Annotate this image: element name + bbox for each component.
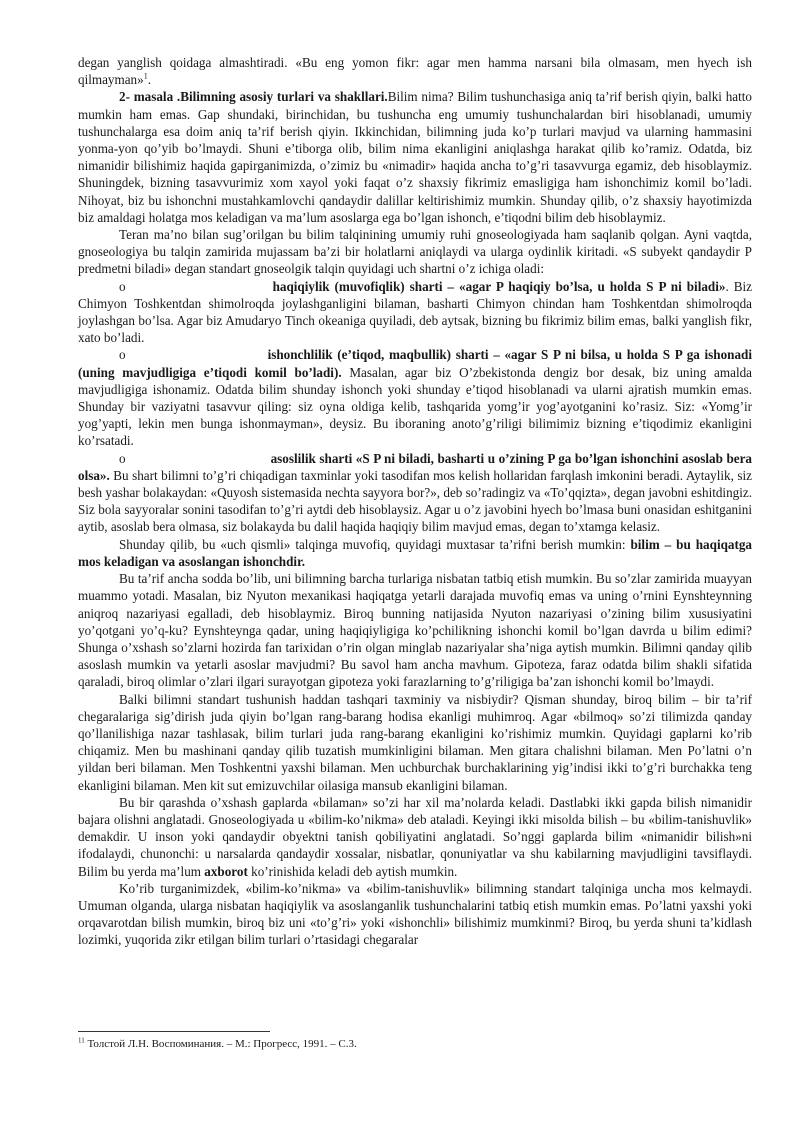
paragraph: Bu ta’rif ancha sodda bo’lib, uni bilimning barcha turlariga nisbatan tatbiq etish mumkin. Bu so’zlar zamirida muayyan muammo yotadi. Masalan, biz Nyuton mexanikasi haqiqatga yetarli darajada muvofiq emas va uning o’rnini Eynshteynning aniqroq nazariyasi egalladi, deb hisoblaymiz. Biroq bunning natijasida Nyuton nazariyasi o’zining bilim xususiyatini yo’qotgani yo’q-ku? Eynshteynga qadar, uning haqiqiyligiga ko’pchilikning ishonchi komil bo’lgan davrda u bilim edimi? Shunga o’xshash so’zlarni hozirda fan tarixidan o’rin olgan minglab nazariyalar sha’niga aytish mumkin. Bilimni qanday qilib asoslash mumkin va yetarli asoslar mavjudmi? Bu savol ham ancha mavhum. Gipoteza, faraz odatda bilim shakli sifatida qaraladi, biroq olimlar o’zlari ilgari surayotgan gipoteza yoki farazlarning to’g’riligiga ba’zan ishonchi komil bo’lmaydi. (78, 571, 752, 690)
definition-paragraph (78, 536, 752, 570)
bullet-asoslilik (78, 450, 752, 536)
footnote-text: Толстой Л.Н. Воспоминания. – М.: Прогресс, 1991. – С.3. (84, 1038, 357, 1050)
paragraph (78, 794, 752, 880)
text: Bu shart bilimni to’g’ri chiqadigan taxminlar yoki tasodifan mos kelish hollaridan farqlash imkonini beradi. Aytaylik, siz besh yashar bolakaydan: «Quyosh sistemasida nechta sayyora bor?», deb so’radingiz va «To’qqizta», degan javobni eshitdingiz. Siz bola sayyoralar sonini tasodifan to’g’ri aytdi deb hisoblaysiz. Agar u o’z javobini hyech bo’lmasa buni onasidan eshitganini aytib, asoslab bera olmasa, siz bolakayda bu dalil haqida haqiqiy bilim mavjud emas, degan to’xtamga kelasiz. (78, 467, 752, 535)
footnote-number: 11 (78, 1036, 85, 1045)
document-body (78, 54, 752, 949)
text: . (147, 72, 151, 88)
text: Bilim nima? Bilim tushunchasiga aniq ta’rif berish qiyin, balki hatto mumkin ham emas. Gap shundaki, birinchidan, bu tushuncha eng umumiy tushunchalardan biri hisoblanadi, umumiy tushunchalarga esa doim aniq ta’rif berish qiyin. Ikkinchidan, bilimning juda ko’p turlari mavjud va ularning hammasini yonma-yon qo’yib bo’lmaydi. Shuni e’tiborga olib, bilim nima ekanligini aniqlashga harakat qilib ko’ramiz. Odatda, biz nimanidir bilishimiz haqida gapirganimizda, o’zimiz bu «nimadir» haqida ancha to’g’ri tasavvurga egamiz, deb hisoblaymiz. Shuningdek, bizning tasavvurimiz xom xayol yoki faqat o’z shaxsiy fikrimiz emasligiga ham ishonchimiz komil bo’ladi. Nihoyat, biz bu ishonchni mustahkamlovchi qandaydir dalillar keltirishimiz mumkin. Shunday qilib, o’z shaxsiy hayotimizda biz amaldagi holatga mos keladigan va ma’lum asoslarga ega bo’lgan ishonch, e’tiqodni bilim deb hisoblaymiz. (78, 89, 752, 225)
bullet-heading: ishonchlilik (e’tiqod, maqbullik) sharti – «agar S P ni bilsa, u holda S P ga ishonadi (uning mavjudligiga e’tiqodi komil bo’ladi). (78, 347, 752, 380)
footnote-ref[interactable]: 1 (143, 71, 148, 81)
bullet-marker: o (119, 278, 126, 294)
bullet-ishonchlilik (78, 346, 752, 449)
section-heading: 2- masala .Bilimning asosiy turlari va shakllari. (119, 89, 388, 105)
text: ko’rinishida keladi deb aytish mumkin. (247, 863, 458, 879)
term-bold: axborot (204, 863, 248, 879)
bullet-marker: o (119, 347, 126, 363)
text: Masalan, agar biz O’zbekistonda dengiz bor desak, biz uning amalda mavjudligiga ishonamiz. Odatda bilim shunday ishonch yoki shunday e’tiqod hisoblanadi va ularni ajratish mumkin emas. Shunday bir vaziyatni tasavvur qiling: siz oyna oldiga kelib, tashqarida yomg’ir yog’ayotganini ko’rasiz. Siz: «Yomg’ir yog’yapti, lekin men bunga ishonmayman», deysiz. Bu iboraning anoto’g’riligi bilimimiz bizning e’tiqodimiz ekanligini ko’rsatadi. (78, 364, 752, 449)
paragraph: Teran ma’no bilan sug’orilgan bu bilim talqinining umumiy ruhi gnoseologiyada ham saqlanib qolgan. Ayni vaqtda, gnoseologiya bu talqin zamirida mujassam ba’zi bir holatlarni aniqlaydi va ularga oydinlik kiritadi. «S subyekt qandaydir P predmetni biladi» degan standart gnoseolgik talqin quyidagi uch shartni o’z ichiga oladi: (78, 227, 752, 277)
footnote (78, 1038, 357, 1050)
footnote-divider (78, 1031, 270, 1032)
text: degan yanglish qoidaga almashtiradi. «Bu eng yomon fikr: agar men hamma narsani bila olmasam, men hyech ish qilmayman» (78, 55, 752, 88)
bullet-haqiqiylik (78, 278, 752, 347)
text: Shunday qilib, bu «uch qismli» talqinga muvofiq, quyidagi muxtasar ta’rifni berish mumkin: (119, 536, 631, 552)
definition-bold: bilim – bu haqiqatga mos keladigan va asoslangan ishonchdir. (78, 536, 752, 569)
section-2-paragraph (78, 88, 752, 226)
text: . Biz Chimyon Toshkentdan shimolroqda joylashganligini bilaman, basharti Chimyon chindan ham Toshkentdan shimolroqda joylashgan bo’lsa. Agar biz Amudaryo Tinch okeaniga quyiladi, deb aytsak, bizning bu fikrimiz bilim emas, balki yanglish fikr, xato bo’ladi. (78, 278, 752, 346)
bullet-marker: o (119, 450, 126, 466)
text: Bu bir qarashda o’xshash gaplarda «bilaman» so’zi har xil ma’nolarda keladi. Dastlabki ikki gapda bilish nimanidir bajara olishni anglatadi. Gnoseologiyada u «bilim-ko’nikma» deb ataladi. Keyingi ikki misolda bilish – bu «bilim-tanishuvlik» demakdir. U inson yoki qandaydir obyektni tanish qobiliyatini anglatadi. So’nggi gaplarda bilim «nimanidir bilish»ni ifodalaydi, chunonchi: u narsalarda qandaydir xossalar, nisbatlar, qonuniyatlar va shu kabilarning mavjudligini tavsiflaydi. Bilim bu yerda ma’lum (78, 794, 752, 879)
paragraph-intro (78, 54, 752, 88)
paragraph: Balki bilimni standart tushunish haddan tashqari taxminiy va nisbiydir? Qisman shunday, biroq bilim – bir ta’rif chegaralariga sig’dirish juda qiyin bo’lgan rang-barang hodisa ekanligi muhimroq. Agar «bilmoq» so’zi tilimizda qanday qo’llanilishiga nazar tashlasak, bilim turlari juda rang-barang ekanligini ko’rishimiz mumkin. Quyidagi gaplarni ko’rib chiqamiz. Men bu mashinani qanday qilib tuzatish mumkinligini bilaman. Men gitara chalishni bilaman. Men Po’latni o’n yildan beri bilaman. Men Toshkentni yaxshi bilaman. Men uchburchak burchaklarining yig’indisi ikki to’g’ri burchakka teng ekanligini bilaman. Men kit sut emizuvchilar oilasiga mansub ekanligini bilaman. (78, 691, 752, 793)
bullet-heading: asoslilik sharti «S P ni biladi, basharti u o’zining P ga bo’lgan ishonchini asoslab bera olsa». (78, 450, 752, 483)
bullet-heading: haqiqiylik (muvofiqlik) sharti – «agar P haqiqiy bo’lsa, u holda S P ni biladi» (272, 278, 726, 294)
paragraph: Ko’rib turganimizdek, «bilim-ko’nikma» va «bilim-tanishuvlik» bilimning standart talqiniga uncha mos kelmaydi. Umuman olganda, ularga nisbatan haqiqiylik va asoslanganlik tushunchalarini tatbiq etish mumkin emas. Po’latni yaxshi yoki orqavarotdan bilish mumkin, biroq biz uni «to’g’ri» yoki «ishonchli» bilishimiz mumkinmi? Biroq, bu yerda shuni ta’kidlash lozimki, yuqorida zikr etilgan bilim turlari o’rtasidagi chegaralar (78, 880, 752, 948)
